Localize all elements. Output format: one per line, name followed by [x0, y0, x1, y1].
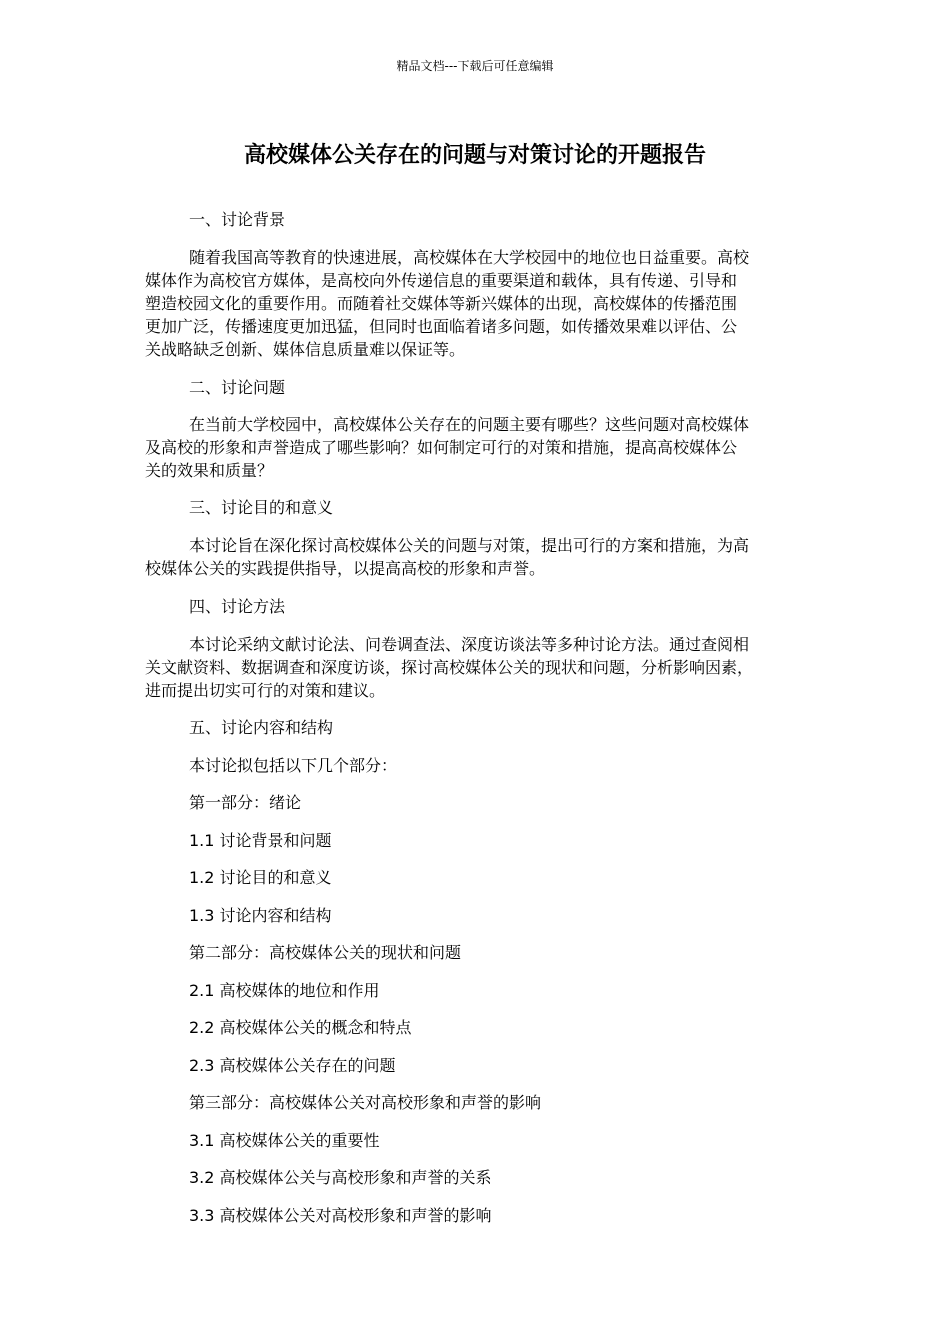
- paragraph-line: 校媒体公关的实践提供指导，以提高高校的形象和声誉。: [145, 559, 546, 578]
- outline-item: 3.1 高校媒体公关的重要性: [189, 1131, 380, 1150]
- outline-part-heading: 第二部分：高校媒体公关的现状和问题: [189, 943, 462, 962]
- paragraph-questions: [145, 413, 805, 482]
- page-header: 精品文档---下载后可任意编辑: [396, 59, 554, 73]
- paragraph-purpose: [145, 534, 805, 580]
- paragraph-line: 更加广泛，传播速度更加迅猛，但同时也面临着诸多问题，如传播效果难以评估、公: [145, 317, 738, 336]
- outline-item: 2.3 高校媒体公关存在的问题: [189, 1056, 396, 1075]
- paragraph-line: 本讨论旨在深化探讨高校媒体公关的问题与对策，提出可行的方案和措施，为高: [189, 536, 750, 555]
- outline-intro: 本讨论拟包括以下几个部分：: [189, 756, 398, 775]
- outline-item: 3.3 高校媒体公关对高校形象和声誉的影响: [189, 1206, 492, 1225]
- outline-part-heading: 第一部分：绪论: [189, 793, 302, 812]
- outline-item: 1.2 讨论目的和意义: [189, 868, 332, 887]
- section-heading-purpose: 三、讨论目的和意义: [189, 498, 334, 517]
- outline-item: 2.1 高校媒体的地位和作用: [189, 981, 380, 1000]
- paragraph-line: 进而提出切实可行的对策和建议。: [145, 681, 386, 700]
- paragraph-background: [145, 246, 805, 361]
- paragraph-line: 本讨论采纳文献讨论法、问卷调查法、深度访谈法等多种讨论方法。通过查阅相: [189, 635, 750, 654]
- paragraph-line: 随着我国高等教育的快速进展，高校媒体在大学校园中的地位也日益重要。高校: [189, 248, 750, 267]
- paragraph-line: 及高校的形象和声誉造成了哪些影响？如何制定可行的对策和措施，提高高校媒体公: [145, 438, 738, 457]
- outline-item: 1.1 讨论背景和问题: [189, 831, 332, 850]
- outline-part-heading: 第三部分：高校媒体公关对高校形象和声誉的影响: [189, 1093, 542, 1112]
- section-heading-methods: 四、讨论方法: [189, 597, 286, 616]
- paragraph-line: 关文献资料、数据调查和深度访谈，探讨高校媒体公关的现状和问题，分析影响因素，: [145, 658, 754, 677]
- outline-item: 2.2 高校媒体公关的概念和特点: [189, 1018, 412, 1037]
- paragraph-line: 关战略缺乏创新、媒体信息质量难以保证等。: [145, 340, 466, 359]
- paragraph-line: 塑造校园文化的重要作用。而随着社交媒体等新兴媒体的出现，高校媒体的传播范围: [145, 294, 738, 313]
- document-title: 高校媒体公关存在的问题与对策讨论的开题报告: [243, 143, 706, 168]
- paragraph-line: 关的效果和质量？: [145, 461, 274, 480]
- paragraph-methods: [145, 633, 805, 702]
- section-heading-background: 一、讨论背景: [189, 210, 286, 229]
- outline-item: 3.2 高校媒体公关与高校形象和声誉的关系: [189, 1168, 492, 1187]
- outline-item: 1.3 讨论内容和结构: [189, 906, 332, 925]
- paragraph-line: 在当前大学校园中，高校媒体公关存在的问题主要有哪些？这些问题对高校媒体: [189, 415, 750, 434]
- paragraph-line: 媒体作为高校官方媒体，是高校向外传递信息的重要渠道和载体，具有传递、引导和: [145, 271, 738, 290]
- section-heading-questions: 二、讨论问题: [189, 378, 286, 397]
- section-heading-structure: 五、讨论内容和结构: [189, 718, 334, 737]
